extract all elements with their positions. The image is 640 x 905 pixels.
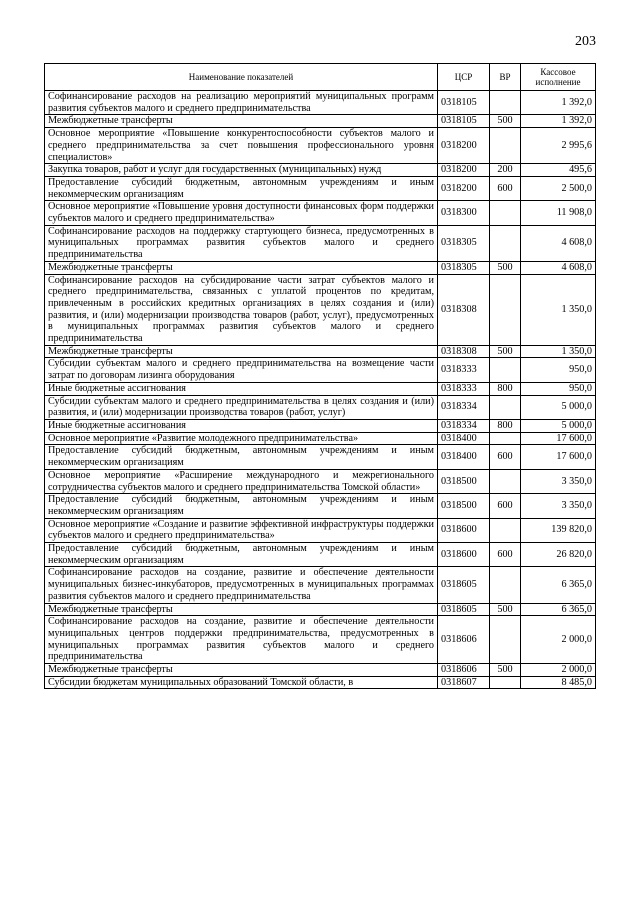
table-row (45, 567, 596, 603)
row-csr-cell: 0318500 (438, 469, 490, 493)
row-name-cell: Предоставление субсидий бюджетным, автономным учреждениям и иным некоммерческим организациям (45, 176, 438, 200)
row-name-cell: Предоставление субсидий бюджетным, автономным учреждениям и иным некоммерческим организациям (45, 543, 438, 567)
row-amount-cell: 6 365,0 (521, 603, 596, 616)
row-name-cell: Софинансирование расходов на создание, развитие и обеспечение деятельности муниципальных бизнес-инкубаторов, предусмотренных в муниципальных программах развития субъектов малого и среднего предпринимательства (45, 567, 438, 603)
table-body (45, 91, 596, 689)
row-csr-cell: 0318400 (438, 432, 490, 445)
row-vr-cell: 500 (490, 261, 521, 274)
row-name-cell: Софинансирование расходов на реализацию мероприятий муниципальных программ развития субъектов малого и среднего предпринимательства (45, 91, 438, 115)
table-row (45, 176, 596, 200)
row-vr-cell (490, 567, 521, 603)
table-row (45, 518, 596, 542)
table-row (45, 164, 596, 177)
table-row (45, 395, 596, 419)
row-amount-cell: 8 485,0 (521, 676, 596, 689)
row-amount-cell: 495,6 (521, 164, 596, 177)
row-amount-cell: 17 600,0 (521, 432, 596, 445)
table-row (45, 603, 596, 616)
row-name-cell: Межбюджетные трансферты (45, 115, 438, 128)
row-name-cell: Софинансирование расходов на создание, развитие и обеспечение деятельности муниципальных центров поддержки предпринимательства, предусмотренных в муниципальных программах развития субъектов малого и среднего предпринимательства (45, 616, 438, 664)
row-name-cell: Предоставление субсидий бюджетным, автономным учреждениям и иным некоммерческим организациям (45, 445, 438, 469)
row-amount-cell: 139 820,0 (521, 518, 596, 542)
row-vr-cell: 600 (490, 543, 521, 567)
row-vr-cell (490, 616, 521, 664)
row-vr-cell (490, 225, 521, 261)
row-name-cell: Иные бюджетные ассигнования (45, 382, 438, 395)
row-csr-cell: 0318500 (438, 494, 490, 518)
table-row (45, 445, 596, 469)
table-row (45, 201, 596, 225)
table-row (45, 432, 596, 445)
row-csr-cell: 0318605 (438, 603, 490, 616)
table-row (45, 274, 596, 345)
row-csr-cell: 0318600 (438, 543, 490, 567)
table-row (45, 382, 596, 395)
row-csr-cell: 0318305 (438, 225, 490, 261)
row-vr-cell (490, 395, 521, 419)
row-amount-cell: 950,0 (521, 358, 596, 382)
row-vr-cell (490, 358, 521, 382)
table-row (45, 345, 596, 358)
row-name-cell: Софинансирование расходов на субсидирование части затрат субъектов малого и среднего предпринимательства, связанных с уплатой процентов по кредитам, привлеченным в российских кредитных организациях в целях создания и (или) развития, и (или) модернизации производства товаров (работ, услуг), предусмотренных в муниципальных программах развития субъектов малого и среднего предпринимательства (45, 274, 438, 345)
row-name-cell: Софинансирование расходов на поддержку стартующего бизнеса, предусмотренных в муниципальных программах развития субъектов малого и среднего предпринимательства (45, 225, 438, 261)
row-csr-cell: 0318606 (438, 616, 490, 664)
row-vr-cell: 500 (490, 115, 521, 128)
row-vr-cell (490, 91, 521, 115)
table-row (45, 358, 596, 382)
table-row (45, 419, 596, 432)
table-row (45, 616, 596, 664)
row-vr-cell: 600 (490, 494, 521, 518)
row-vr-cell: 500 (490, 664, 521, 677)
table-row (45, 128, 596, 164)
row-amount-cell: 3 350,0 (521, 469, 596, 493)
row-vr-cell (490, 201, 521, 225)
table-row (45, 543, 596, 567)
row-amount-cell: 3 350,0 (521, 494, 596, 518)
row-csr-cell: 0318105 (438, 115, 490, 128)
row-amount-cell: 17 600,0 (521, 445, 596, 469)
row-name-cell: Межбюджетные трансферты (45, 664, 438, 677)
row-vr-cell: 800 (490, 419, 521, 432)
row-name-cell: Предоставление субсидий бюджетным, автономным учреждениям и иным некоммерческим организациям (45, 494, 438, 518)
row-amount-cell: 5 000,0 (521, 419, 596, 432)
table-row (45, 261, 596, 274)
row-vr-cell (490, 128, 521, 164)
row-amount-cell: 5 000,0 (521, 395, 596, 419)
row-csr-cell: 0318105 (438, 91, 490, 115)
row-amount-cell: 26 820,0 (521, 543, 596, 567)
table-row (45, 664, 596, 677)
row-csr-cell: 0318308 (438, 345, 490, 358)
row-csr-cell: 0318333 (438, 382, 490, 395)
row-amount-cell: 4 608,0 (521, 261, 596, 274)
row-name-cell: Закупка товаров, работ и услуг для государственных (муниципальных) нужд (45, 164, 438, 177)
table-row (45, 494, 596, 518)
row-vr-cell: 800 (490, 382, 521, 395)
row-vr-cell (490, 676, 521, 689)
row-amount-cell: 2 500,0 (521, 176, 596, 200)
row-amount-cell: 1 392,0 (521, 91, 596, 115)
row-csr-cell: 0318200 (438, 128, 490, 164)
table-row (45, 91, 596, 115)
row-amount-cell: 4 608,0 (521, 225, 596, 261)
row-csr-cell: 0318333 (438, 358, 490, 382)
row-name-cell: Субсидии субъектам малого и среднего предпринимательства в целях создания и (или) развития, и (или) модернизации производства товаров (работ, услуг) (45, 395, 438, 419)
header-amount: Кассовое исполнение (521, 64, 596, 91)
row-name-cell: Межбюджетные трансферты (45, 261, 438, 274)
row-amount-cell: 2 995,6 (521, 128, 596, 164)
row-vr-cell (490, 518, 521, 542)
row-csr-cell: 0318600 (438, 518, 490, 542)
row-csr-cell: 0318200 (438, 176, 490, 200)
row-name-cell: Межбюджетные трансферты (45, 345, 438, 358)
row-csr-cell: 0318607 (438, 676, 490, 689)
row-csr-cell: 0318334 (438, 395, 490, 419)
row-amount-cell: 6 365,0 (521, 567, 596, 603)
row-name-cell: Основное мероприятие «Повышение уровня доступности финансовых форм поддержки субъектов малого и среднего предпринимательства» (45, 201, 438, 225)
row-vr-cell (490, 432, 521, 445)
row-csr-cell: 0318200 (438, 164, 490, 177)
row-amount-cell: 950,0 (521, 382, 596, 395)
row-csr-cell: 0318305 (438, 261, 490, 274)
row-amount-cell: 1 392,0 (521, 115, 596, 128)
row-csr-cell: 0318308 (438, 274, 490, 345)
row-vr-cell (490, 469, 521, 493)
row-vr-cell: 200 (490, 164, 521, 177)
page-number: 203 (575, 34, 596, 49)
row-csr-cell: 0318334 (438, 419, 490, 432)
table-row (45, 676, 596, 689)
row-csr-cell: 0318606 (438, 664, 490, 677)
row-vr-cell: 600 (490, 445, 521, 469)
row-name-cell: Субсидии субъектам малого и среднего предпринимательства на возмещение части затрат по договорам лизинга оборудования (45, 358, 438, 382)
row-amount-cell: 1 350,0 (521, 345, 596, 358)
header-csr: ЦСР (438, 64, 490, 91)
header-name: Наименование показателей (45, 64, 438, 91)
row-csr-cell: 0318300 (438, 201, 490, 225)
table-row (45, 115, 596, 128)
row-vr-cell: 600 (490, 176, 521, 200)
table-row (45, 225, 596, 261)
row-name-cell: Субсидии бюджетам муниципальных образований Томской области, в (45, 676, 438, 689)
row-amount-cell: 2 000,0 (521, 664, 596, 677)
table-header-row (45, 64, 596, 91)
budget-execution-table (44, 63, 596, 689)
row-vr-cell: 500 (490, 345, 521, 358)
row-name-cell: Межбюджетные трансферты (45, 603, 438, 616)
row-amount-cell: 2 000,0 (521, 616, 596, 664)
row-vr-cell: 500 (490, 603, 521, 616)
row-vr-cell (490, 274, 521, 345)
row-amount-cell: 1 350,0 (521, 274, 596, 345)
row-csr-cell: 0318400 (438, 445, 490, 469)
row-name-cell: Иные бюджетные ассигнования (45, 419, 438, 432)
row-name-cell: Основное мероприятие «Создание и развитие эффективной инфраструктуры поддержки субъектов малого и среднего предпринимательства» (45, 518, 438, 542)
row-name-cell: Основное мероприятие «Расширение международного и межрегионального сотрудничества субъектов малого и среднего предпринимательства Томской области» (45, 469, 438, 493)
row-name-cell: Основное мероприятие «Развитие молодежного предпринимательства» (45, 432, 438, 445)
row-name-cell: Основное мероприятие «Повышение конкурентоспособности субъектов малого и среднего предпринимательства за счет повышения профессионального уровня специалистов» (45, 128, 438, 164)
header-vr: ВР (490, 64, 521, 91)
row-csr-cell: 0318605 (438, 567, 490, 603)
row-amount-cell: 11 908,0 (521, 201, 596, 225)
table-row (45, 469, 596, 493)
